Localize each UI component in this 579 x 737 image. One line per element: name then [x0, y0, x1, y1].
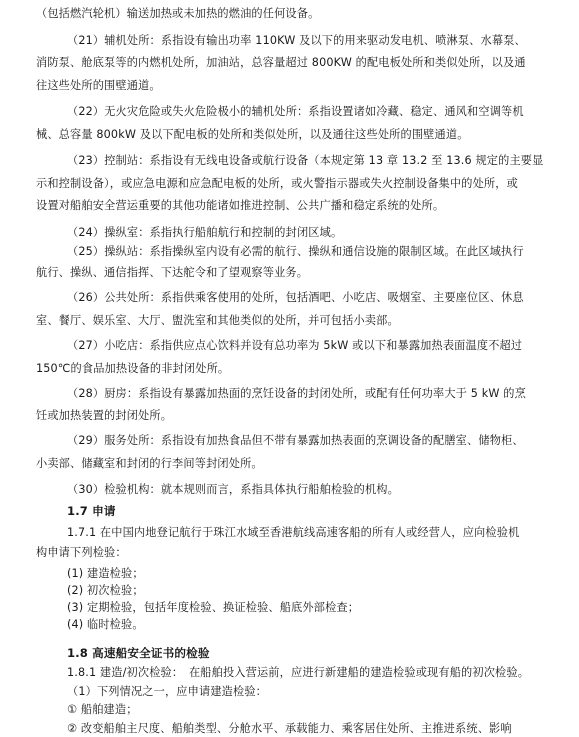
section-heading: 1.7 申请	[67, 504, 116, 519]
list-item: (3) 定期检验，包括年度检验、换证检验、船底外部检查；	[67, 600, 360, 614]
text-line: （包括燃汽轮机）输送加热或未加热的燃油的任何设备。	[36, 7, 320, 20]
text-line: （22）无火灾危险或失火危险极小的辅机处所：系指设置诸如冷藏、稳定、通风和空调等机	[67, 105, 524, 118]
text-line: （30）检验机构：就本规则而言，系指具体执行船舶检验的机构。	[67, 483, 399, 496]
text-line: 消防泵、舱底泵等的内燃机处所，加油站，总容量超过 800KW 的配电板处所和类似处所，以及通	[36, 56, 526, 69]
list-item: (4) 临时检验。	[67, 617, 144, 631]
text-line: （28）厨房：系指设有暴露加热面的烹饪设备的封闭处所，或配有任何功率大于 5 kW 的烹	[67, 387, 526, 400]
text-line: 150℃的食品加热设备的非封闭处所。	[36, 362, 230, 375]
text-line: 往这些处所的围壁通道。	[36, 79, 161, 92]
text-line: 室、餐厅、娱乐室、大厅、盥洗室和其他类似的处所，并可包括小卖部。	[36, 314, 399, 327]
text-line: （29）服务处所：系指设有加热食品但不带有暴露加热表面的烹调设备的配膳室、储物柜、	[67, 434, 524, 447]
text-line: （27）小吃店：系指供应点心饮料并设有总功率为 5kW 或以下和暴露加热表面温度不超过	[67, 339, 523, 352]
text-line: （26）公共处所：系指供乘客使用的处所，包括酒吧、小吃店、吸烟室、主要座位区、休息	[67, 291, 524, 304]
text-line: 1.7.1 在中国内地登记航行于珠江水域至香港航线高速客船的所有人或经营人，应向检验机	[67, 525, 520, 539]
list-item: (1) 建造检验；	[67, 567, 144, 580]
text-line: 小卖部、储藏室和封闭的行李间等封闭处所。	[36, 457, 263, 470]
text-line: 1.8.1 建造/初次检验： 在船舶投入营运前，应进行新建船的建造检验或现有船的初次检验。	[67, 666, 530, 680]
text-line: （23）控制站：系指设有无线电设备或航行设备（本规定第 13 章 13.2 至 13.6 规定的主要显	[67, 154, 544, 167]
text-line: 航行、操纵、通信指挥、下达舵令和了望观察等业务。	[36, 266, 309, 279]
list-item: (2) 初次检验；	[67, 583, 144, 597]
text-line: （1）下列情况之一，应申请建造检验：	[67, 684, 268, 698]
text-line: （21）辅机处所：系指设有输出功率 110KW 及以下的用来驱动发电机、喷淋泵、水幕泵、	[67, 34, 526, 47]
list-item: ① 船舶建造；	[67, 703, 138, 717]
text-line: 示和控制设备），或应急电源和应急配电板的处所，或火警指示器或失火控制设备集中的处所，或	[36, 177, 518, 190]
section-heading: 1.8 高速船安全证书的检验	[67, 645, 210, 660]
list-item: ② 改变船舶主尺度、船舶类型、分舱水平、承载能力、乘客居住处所、主推进系统、影响	[67, 721, 512, 735]
text-line: 构申请下列检验：	[36, 545, 127, 559]
text-line: 饪或加热装置的封闭处所。	[36, 409, 173, 422]
text-line: （25）操纵站：系指操纵室内设有必需的航行、操纵和通信设施的限制区域。在此区域执行	[67, 245, 524, 258]
text-line: （24）操纵室：系指执行船舶航行和控制的封闭区域。	[67, 226, 343, 239]
text-line: 械、总容量 800kW 及以下配电板的处所和类似处所，以及通往这些处所的围壁通道。	[36, 128, 469, 141]
text-line: 设置对船舶安全营运重要的其他功能诸如推进控制、公共广播和稳定系统的处所。	[36, 199, 445, 212]
